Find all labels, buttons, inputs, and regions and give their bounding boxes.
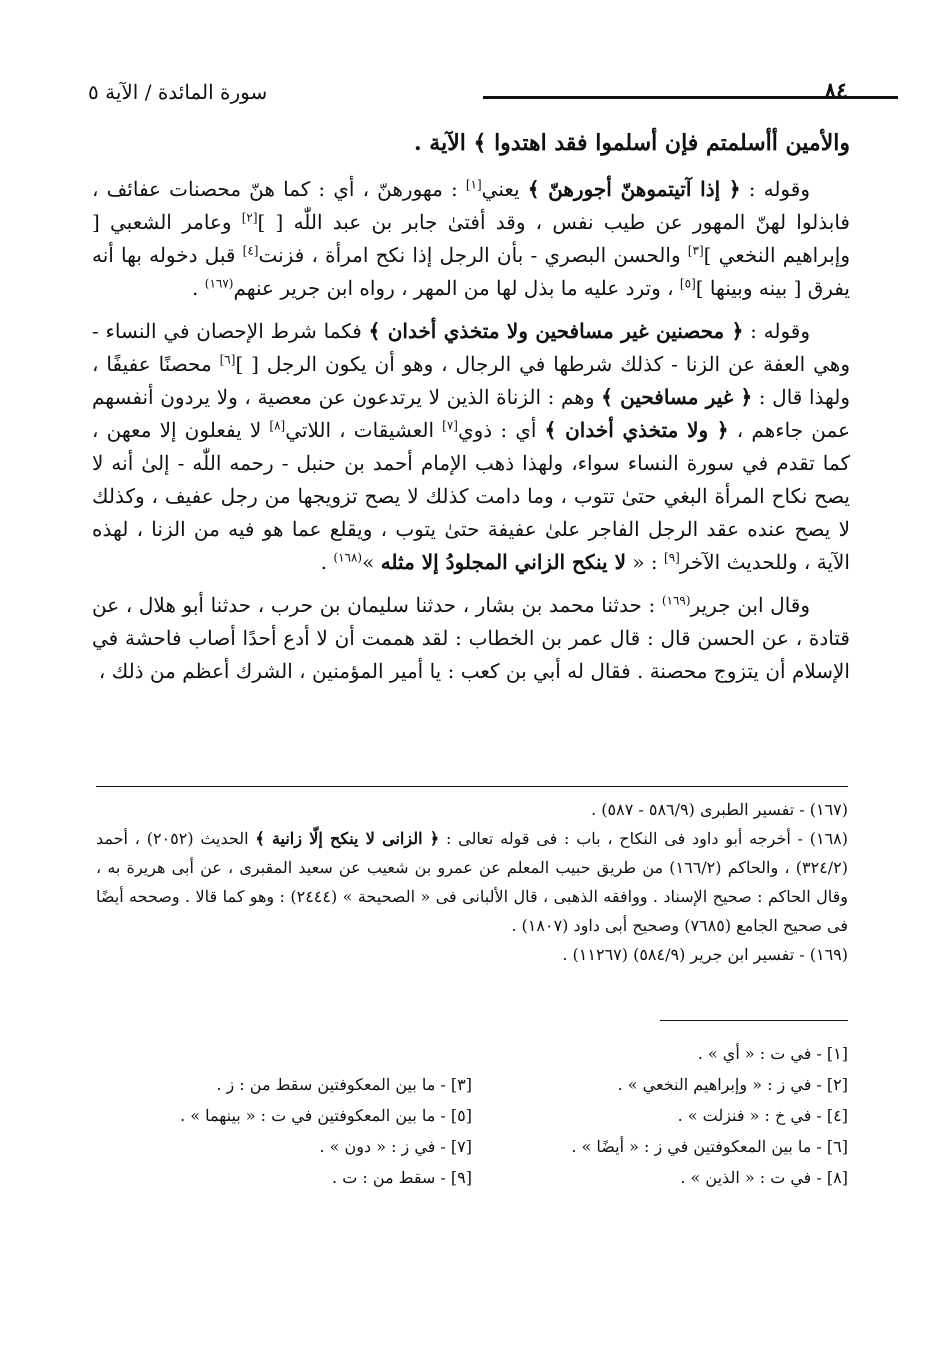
variant-row (96, 1069, 848, 1100)
p1-ref-1: [١] (465, 177, 482, 192)
p2-ref-6: [٦] (219, 352, 236, 367)
variant-2: [٢] - في ز : « وإبراهيم النخعي » . (617, 1075, 848, 1094)
p1-quran: ﴿ إذا آتيتموهنّ أجورهنّ ﴾ (527, 177, 741, 201)
main-text (92, 125, 850, 688)
p3-b: : حدثنا محمد بن بشار ، حدثنا سليمان بن حرب ، حدثنا أبو هلال ، عن قتادة ، عن الحسن قال : قال عمر بن الخطاب : لقد هممت أن لا أدع أحدًا أصاب فاحشة في الإسلام أن يتزوج محصنة . فقال له أبي بن كعب : يا أمير المؤمنين ، الشرك أعظم من ذلك ، (92, 593, 850, 683)
p2-quran-2: ﴿ غير مسافحين ﴾ (601, 385, 753, 409)
p1-f: والحسن البصري - بأن الرجل إذا نكح امرأة ، فزنت (258, 243, 688, 267)
variant-row (96, 1162, 848, 1193)
p1-ref-2: [٢] (241, 210, 258, 225)
p2-ref-9: [٩] (664, 550, 680, 565)
p2-k: : « (625, 550, 665, 574)
p3-a: وقال ابن جرير (690, 593, 811, 617)
variants-separator (660, 1020, 848, 1021)
lead-verse: والأمين أأسلمتم فإن أسلموا فقد اهتدوا ﴾ الآية . (413, 130, 850, 156)
p2-c: فكما شرط الإحصان في النساء - وهي العفة عن الزنا - كذلك شرطها في الرجال ، وهو أن يكون الرجل [ ] (92, 319, 851, 376)
variant-6: [٦] - ما بين المعكوفتين في ز : « أيضًا » . (571, 1137, 848, 1156)
variant-row (96, 1038, 848, 1069)
footnote-169: (١٦٩) - تفسير ابن جرير (٥٨٤/٩) (١١٢٦٧) . (562, 945, 848, 964)
p1-i: . (192, 276, 205, 300)
p2-footnote-168: (١٦٨) (333, 550, 363, 565)
variant-5: [٥] - ما بين المعكوفتين في ت : « بينهما » . (180, 1106, 472, 1125)
p2-h: أي : ذوي (457, 418, 545, 442)
footnote-168-b: الحديث (٢٠٥٢) ، أحمد (٣٢٤/٢) ، والحاكم (١٦٦/٢) من طريق حبيب المعلم عن عمرو بن شعيب عن سعيد المقبرى ، عن أبى هريرة به ، وقال الحاكم : صحيح الإسناد . ووافقه الذهبى ، قال الألبانى فى « الصحيحة » (٢٤٤٤) : وهو كما قالا . وصححه أيضًا فى صحيح الجامع (٧٦٨٥) وصحيح أبى داود (١٨٠٧) . (96, 829, 848, 935)
footnote-168 (96, 824, 848, 940)
footnote-168-a: (١٦٨) - أخرجه أبو داود فى النكاح ، باب : فى قوله تعالى : (439, 829, 849, 848)
variant-row (96, 1100, 848, 1131)
p1-ref-3: [٣] (687, 243, 704, 258)
paragraph-3 (92, 589, 850, 688)
p3-footnote-169: (١٦٩) (661, 593, 691, 608)
footnotes (96, 795, 848, 969)
p1-e: وعامر الشعبي [ وإبراهيم النخعي ] (92, 210, 850, 267)
footnote-168-quran: ﴿ الزانى لا ينكح إلّا زانية ﴾ (255, 829, 440, 848)
p1-d: : مهورهنّ ، أي : كما هنّ محصنات عفائف ، فابذلوا لهنّ المهور عن طيب نفس ، وقد أفتىٰ جابر بن عبد اللّٰه [ ] (92, 177, 850, 234)
p2-a: وقوله : (743, 319, 810, 343)
p1-h: ، وترد عليه ما بذل لها من المهر ، رواه ابن جرير عنهم (233, 276, 680, 300)
p2-f: وهم : الزناة الذين لا يرتدعون عن معصية ، ولا يردون أنفسهم عمن جاءهم ، (92, 385, 850, 442)
p1-ref-4: [٤] (242, 243, 259, 258)
variant-notes (96, 1038, 848, 1193)
variant-7: [٧] - في ز : « دون » . (319, 1137, 472, 1156)
p2-i: العشيقات ، اللاتي (285, 418, 443, 442)
paragraph-1 (92, 173, 850, 305)
p2-m: » (362, 550, 381, 574)
p2-d: محصنًا عفيفًا ، ولهذا قال : (92, 352, 851, 409)
p1-g: قبل دخوله بها أنه يفرق [ بينه وبينها ] (92, 243, 850, 300)
variant-1: [١] - في ت : « أي » . (697, 1044, 848, 1063)
variant-9: [٩] - سقط من : ت . (332, 1168, 472, 1187)
p1-c: يعني (481, 177, 528, 201)
variant-row (96, 1131, 848, 1162)
variant-8: [٨] - في ت : « الذين » . (680, 1168, 848, 1187)
p2-j: لا يفعلون إلا معهن ، كما تقدم في سورة النساء سواء، ولهذا ذهب الإمام أحمد بن حنبل - رحمه اللّٰه - إلىٰ أنه لا يصح نكاح المرأة البغي حتىٰ تتوب ، وما دامت كذلك لا يصح تزويجها من رجل عفيف ، وكذلك لا يصح عنده عقد الرجل الفاجر علىٰ عفيفة حتىٰ يتوب ، ويقلع عما هو فيه من الزنا ، لهذه الآية ، وللحديث الآخر (92, 418, 850, 574)
footnote-separator (96, 786, 848, 787)
p2-ref-7: [٧] (442, 418, 458, 433)
p1-ref-5: [٥] (679, 276, 696, 291)
footnote-167: (١٦٧) - تفسير الطبرى (٥٨٦/٩ - ٥٨٧) . (591, 800, 848, 819)
surah-label: سورة المائدة / الآية ٥ (88, 80, 268, 104)
variant-4: [٤] - في خ : « فنزلت » . (677, 1106, 848, 1125)
p1-a: وقوله : (740, 177, 810, 201)
p2-quran-1: ﴿ محصنين غير مسافحين ولا متخذي أخدان ﴾ (368, 319, 744, 343)
p1-footnote-167: (١٦٧) (204, 276, 234, 291)
p2-ref-8: [٨] (269, 418, 286, 433)
p2-hadith: لا ينكح الزاني المجلودُ إلا مثله (380, 550, 626, 574)
p2-o: . (320, 550, 334, 574)
variant-empty (96, 1038, 472, 1069)
page-number: ٨٤ (824, 78, 848, 104)
p2-quran-3: ﴿ ولا متخذي أخدان ﴾ (544, 418, 729, 442)
variant-3: [٣] - ما بين المعكوفتين سقط من : ز . (216, 1075, 472, 1094)
page-header (88, 78, 848, 110)
paragraph-2 (92, 315, 850, 579)
